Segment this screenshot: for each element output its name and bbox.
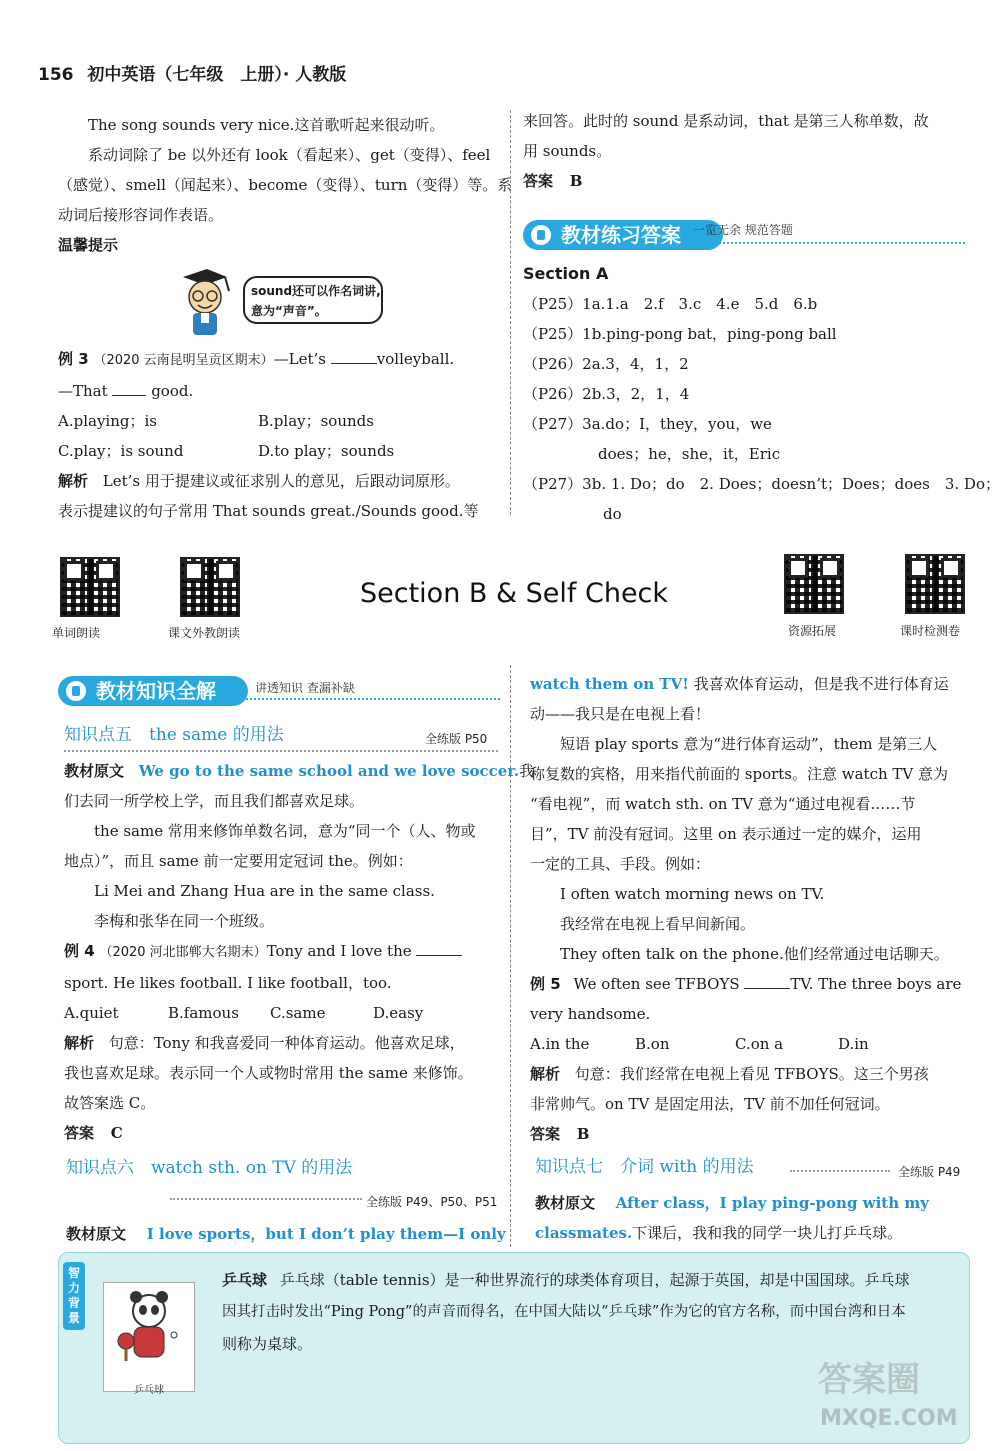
- example-en: I often watch morning news on TV.: [560, 885, 825, 903]
- question-text: good.: [151, 382, 194, 400]
- option-b: B.play；sounds: [258, 412, 374, 430]
- text-line: 称复数的宾格，用来指代前面的 sports。注意 watch TV 意为: [530, 765, 949, 783]
- side-tag: [63, 1262, 85, 1330]
- side-tag-text: 智力背景: [67, 1266, 80, 1325]
- option-b: B.on: [635, 1035, 670, 1053]
- dotted-rule: [64, 750, 498, 752]
- option-a: A.quiet: [64, 1004, 119, 1022]
- example-source: （2020 云南昆明呈贡区期末）: [93, 353, 274, 368]
- answer-label: 答案: [530, 1125, 561, 1143]
- option-a: A.in the: [530, 1035, 590, 1053]
- answer-blank: [331, 349, 377, 364]
- tip-bubble-line: sound还可以作名词讲,: [251, 284, 381, 298]
- orig-text-zh: 下课后，我和我的同学一块儿打乒乓球。: [632, 1224, 903, 1242]
- analysis-text: 句意：我们经常在电视上看见 TFBOYS。这三个男孩: [574, 1065, 929, 1083]
- question-text: very handsome.: [530, 1005, 651, 1023]
- text-line: 地点）”，而且 same 前一定要用定冠词 the。例如：: [64, 852, 413, 870]
- analysis-text: 句意：Tony 和我喜爱同一种体育运动。他喜欢足球，: [108, 1034, 465, 1052]
- answer-line: （P25）1a.1.a 2.f 3.c 4.e 5.d 6.b: [523, 295, 818, 313]
- analysis-text: 故答案选 C。: [64, 1094, 156, 1112]
- text-line: 动词后接形容词作表语。: [58, 206, 224, 224]
- qr-caption: 资源拓展: [788, 624, 837, 638]
- tip-bubble: [243, 276, 383, 324]
- orig-text-en: watch them on TV!: [530, 675, 689, 693]
- question-text: —Let’s: [273, 350, 327, 368]
- banner-subtitle: 一览无余 规范答题: [693, 223, 793, 237]
- watermark-url: MXQE.COM: [820, 1406, 958, 1431]
- answer-line: does；he，she，it，Eric: [598, 445, 781, 463]
- banner-title: 教材练习答案: [561, 223, 681, 247]
- answer-line: （P26）2b.3，2，1，4: [523, 385, 690, 403]
- orig-text-zh: 我喜欢体育运动，但是我不进行体育运: [693, 675, 949, 693]
- option-b: B.famous: [168, 1004, 239, 1022]
- answer-blank: [744, 974, 790, 989]
- example-label: 例 5: [530, 975, 561, 993]
- text-line: 系动词除了 be 以外还有 look（看起来）、get（变得）、feel: [88, 146, 491, 164]
- answer-value: B: [576, 1125, 590, 1143]
- tip-illustration: [165, 265, 245, 340]
- orig-text-en: We go to the same school and we love soccer.: [138, 762, 520, 780]
- knowledge-point-5-title: 知识点五 the same 的用法: [64, 725, 284, 745]
- option-c: C.on a: [735, 1035, 784, 1053]
- knowledge-banner: [58, 676, 248, 706]
- example-en: Li Mei and Zhang Hua are in the same class.: [94, 882, 435, 900]
- orig-label: 教材原文: [64, 762, 125, 780]
- dotted-rule: [690, 242, 965, 244]
- top-left-column: [58, 110, 513, 260]
- orig-text-zh: 们去同一所学校上学，而且我们都喜欢足球。: [64, 792, 365, 810]
- page-header: [38, 60, 346, 90]
- footer-line: 乒乓球（table tennis）是一种世界流行的球类体育项目，起源于英国，却是中国国球。乒乓球: [279, 1271, 910, 1289]
- banner-title: 教材知识全解: [96, 679, 216, 703]
- text-line: 一定的工具、手段。例如：: [530, 855, 711, 873]
- qr-code-test[interactable]: [905, 554, 965, 614]
- column-divider: [510, 665, 511, 1247]
- answer-blank: [112, 381, 146, 396]
- footer-text: [222, 1264, 967, 1360]
- question-text: We often see TFBOYS: [573, 975, 740, 993]
- footer-line: 则称为桌球。: [222, 1335, 313, 1353]
- dotted-rule: [790, 1170, 890, 1172]
- answer-line: （P27）3a.do；I，they，you，we: [523, 415, 772, 433]
- qr-caption: 单词朗读: [52, 626, 101, 640]
- example-3: [58, 344, 503, 526]
- option-c: C.play；is sound: [58, 442, 184, 460]
- qr-caption: 课文外教朗读: [168, 626, 241, 640]
- cartoon-boy-icon: [165, 265, 245, 340]
- option-c: C.same: [270, 1004, 326, 1022]
- qr-code-text-reading[interactable]: [180, 557, 240, 617]
- watermark-logo: [818, 1360, 920, 1400]
- answer-label: 答案: [64, 1124, 95, 1142]
- answers-list: [523, 259, 1000, 529]
- page-number: 156: [38, 65, 74, 85]
- answer-value: B: [569, 172, 583, 190]
- orig-label: 教材原文: [535, 1194, 596, 1212]
- megaphone-icon: [66, 681, 86, 701]
- kp5-body: [64, 756, 535, 1148]
- example-zh: 我经常在电视上看早间新闻。: [560, 915, 756, 933]
- orig-text-en: classmates.: [535, 1224, 633, 1242]
- example-label: 例 3: [58, 350, 89, 368]
- answer-label: 答案: [523, 172, 554, 190]
- analysis-text: 我也喜欢足球。表示同一个人或物时常用 the same 来修饰。: [64, 1064, 473, 1082]
- kp7-orig: [535, 1188, 975, 1248]
- orig-text-en: After class，I play ping-pong with my: [615, 1194, 929, 1212]
- question-text: sport. He likes football. I like football，too.: [64, 974, 392, 992]
- answer-line: do: [603, 505, 622, 523]
- section-heading: Section B & Self Check: [360, 578, 669, 609]
- answer-line: （P25）1b.ping-pong bat，ping-pong ball: [523, 325, 837, 343]
- watermark-text: 答案圈: [818, 1360, 920, 1400]
- footer-label: 乒乓球: [222, 1271, 268, 1289]
- analysis-label: 解析: [58, 472, 89, 490]
- dotted-rule: [230, 698, 500, 700]
- bottom-right-column: [530, 669, 975, 1149]
- question-text: —That: [58, 382, 108, 400]
- knowledge-point-7-title: 知识点七 介词 with 的用法: [535, 1157, 754, 1177]
- example-zh: 李梅和张华在同一个班级。: [94, 912, 275, 930]
- text-line: （感觉）、smell（闻起来）、become（变得）、turn（变得）等。系: [58, 176, 513, 194]
- answer-value: C: [110, 1124, 123, 1142]
- orig-label: 教材原文: [66, 1225, 127, 1243]
- qr-code-resources[interactable]: [784, 554, 844, 614]
- card-caption: 乒乓球: [134, 1385, 164, 1396]
- text-line: The song sounds very nice.这首歌听起来很动听。: [88, 116, 445, 134]
- analysis-label: 解析: [64, 1034, 95, 1052]
- kp7-reference: 全练版 P49: [898, 1165, 961, 1179]
- ping-pong-card: [103, 1282, 195, 1396]
- example-label: 例 4: [64, 942, 95, 960]
- knowledge-point-6-title: 知识点六 watch sth. on TV 的用法: [66, 1158, 353, 1178]
- question-text: Tony and I love the: [266, 942, 412, 960]
- example-en: They often talk on the phone.他们经常通过电话聊天。: [560, 945, 949, 963]
- kp6-orig: [66, 1219, 506, 1249]
- answer-blank: [416, 941, 462, 956]
- dotted-rule: [170, 1198, 362, 1200]
- analysis-text: 表示提建议的句子常用 That sounds great./Sounds good.等: [58, 502, 479, 520]
- qr-code-word-reading[interactable]: [60, 557, 120, 617]
- answer-line: （P26）2a.3，4，1，2: [523, 355, 689, 373]
- tip-label: 温馨提示: [58, 236, 119, 254]
- orig-text-en: I love sports，but I don’t play them—I only: [146, 1225, 506, 1243]
- analysis-label: 解析: [530, 1065, 561, 1083]
- book-title: 初中英语（七年级 上册）· 人教版: [87, 65, 347, 85]
- analysis-text: 非常帅气。on TV 是固定用法，TV 前不加任何冠词。: [530, 1095, 890, 1113]
- analysis-text: Let’s 用于提建议或征求别人的意见，后跟动词原形。: [102, 472, 460, 490]
- text-line: 短语 play sports 意为“进行体育运动”，them 是第三人: [560, 735, 938, 753]
- orig-text-zh: 动——我只是在电视上看！: [530, 705, 711, 723]
- option-d: D.easy: [373, 1004, 424, 1022]
- kp5-reference: 全练版 P50: [425, 732, 488, 746]
- column-divider: [510, 110, 511, 515]
- answer-line: （P27）3b. 1. Do；do 2. Does；doesn’t；Does；does 3. Do；: [523, 475, 1000, 493]
- kp6-reference: 全练版 P49、P50、P51: [366, 1195, 498, 1209]
- qr-caption: 课时检测卷: [900, 624, 961, 638]
- option-a: A.playing；is: [58, 412, 157, 430]
- tip-bubble-line: 意为“声音”。: [251, 304, 327, 318]
- panda-ping-pong-icon: [104, 1283, 194, 1373]
- question-text: TV. The three boys are: [790, 975, 962, 993]
- banner-subtitle: 讲透知识 查漏补缺: [255, 681, 355, 695]
- megaphone-icon: [531, 225, 551, 245]
- option-d: D.in: [838, 1035, 869, 1053]
- question-text: volleyball.: [376, 350, 455, 368]
- text-line: “看电视”，而 watch sth. on TV 意为“通过电视看……节: [530, 795, 916, 813]
- text-line: 来回答。此时的 sound 是系动词，that 是第三人称单数，故: [523, 112, 929, 130]
- text-line: the same 常用来修饰单数名词，意为“同一个（人、物或: [94, 822, 476, 840]
- footer-line: 因其打击时发出“Ping Pong”的声音而得名，在中国大陆以“乒乓球”作为它的官方名称，而中国台湾和日本: [222, 1304, 906, 1320]
- top-right-column: [523, 106, 968, 196]
- example-source: （2020 河北邯郸大名期末）: [99, 945, 267, 960]
- text-line: 目”，TV 前没有冠词。这里 on 表示通过一定的媒介，运用: [530, 825, 922, 843]
- option-d: D.to play；sounds: [258, 442, 395, 460]
- section-a-title: Section A: [523, 264, 609, 283]
- orig-text-zh: 我: [519, 762, 535, 780]
- text-line: 用 sounds。: [523, 142, 612, 160]
